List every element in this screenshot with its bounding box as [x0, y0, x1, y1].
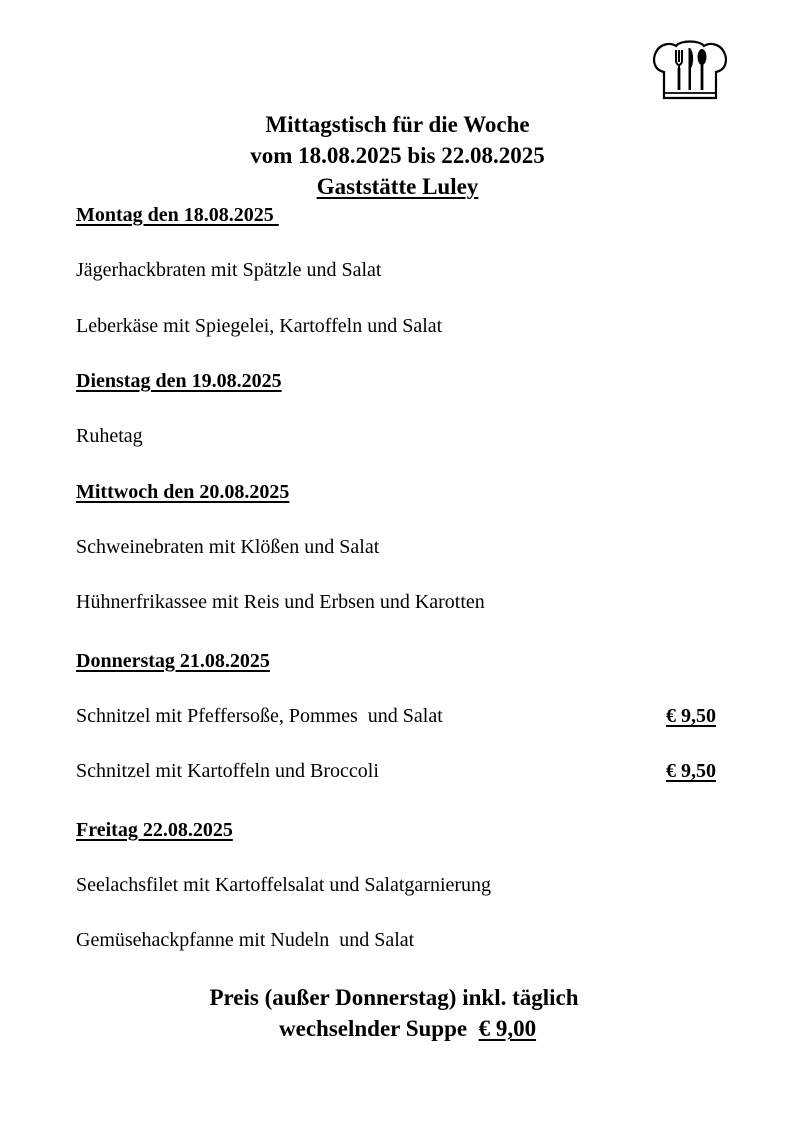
chef-hat-cutlery-icon — [650, 38, 730, 100]
dish-price: € 9,50 — [666, 705, 716, 727]
dish-item: Seelachsfilet mit Kartoffelsalat und Salatgarnierung — [76, 874, 492, 896]
price-note-line2 — [279, 1014, 536, 1044]
day-heading-thursday: Donnerstag 21.08.2025 — [76, 650, 270, 672]
day-heading-friday: Freitag 22.08.2025 — [76, 819, 233, 841]
menu-title: Mittagstisch für die Woche — [265, 112, 530, 137]
dish-item: Schnitzel mit Kartoffeln und Broccoli — [76, 760, 379, 782]
dish-item: Schweinebraten mit Klößen und Salat — [76, 536, 380, 558]
daily-price: € 9,00 — [478, 1016, 537, 1041]
restaurant-name: Gaststätte Luley — [316, 174, 479, 199]
day-heading-wednesday: Mittwoch den 20.08.2025 — [76, 481, 290, 503]
dish-item: Gemüsehackpfanne mit Nudeln und Salat — [76, 929, 415, 951]
price-note-text: wechselnder Suppe — [279, 1016, 479, 1041]
price-note-line1: Preis (außer Donnerstag) inkl. täglich — [209, 985, 579, 1010]
day-heading-monday: Montag den 18.08.2025 — [76, 204, 279, 226]
dish-item: Ruhetag — [76, 425, 143, 447]
menu-date-range: vom 18.08.2025 bis 22.08.2025 — [250, 143, 545, 168]
day-heading-tuesday: Dienstag den 19.08.2025 — [76, 370, 282, 392]
dish-item: Jägerhackbraten mit Spätzle und Salat — [76, 259, 382, 281]
dish-item: Hühnerfrikassee mit Reis und Erbsen und Karotten — [76, 591, 485, 613]
dish-item: Schnitzel mit Pfeffersoße, Pommes und Salat — [76, 705, 443, 727]
dish-item: Leberkäse mit Spiegelei, Kartoffeln und Salat — [76, 315, 443, 337]
dish-price: € 9,50 — [666, 760, 716, 782]
